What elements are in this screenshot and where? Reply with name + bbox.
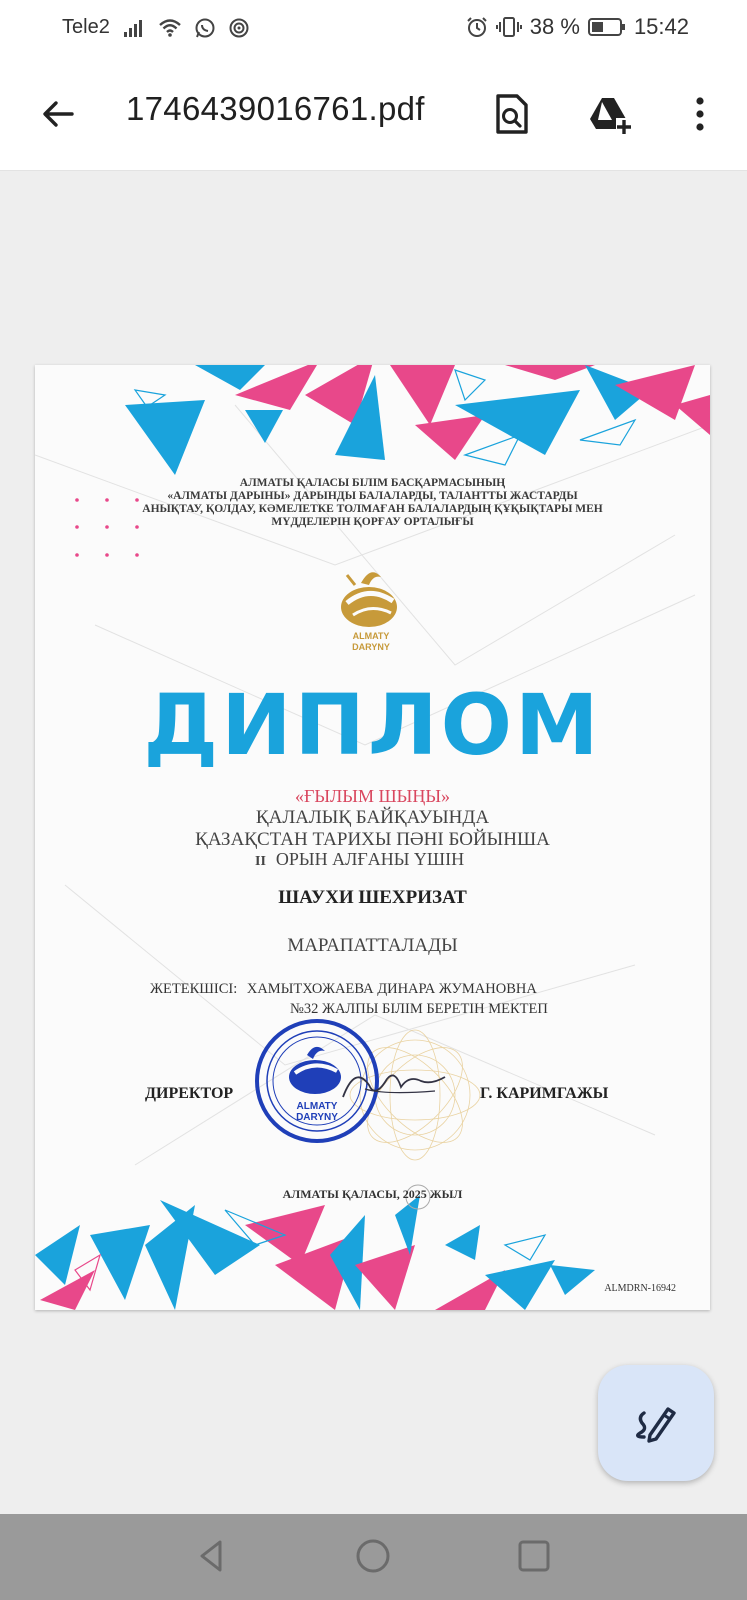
clock: 15:42 (633, 14, 689, 39)
competition-name: «ҒЫЛЫМ ШЫҢЫ» (294, 786, 451, 806)
org-line: АНЫҚТАУ, ҚОЛДАУ, КӘМЕЛЕТКЕ ТОЛМАҒАН БАЛАЛАРДЫҢ ҚҰҚЫҚТАРЫ МЕН (142, 503, 603, 515)
supervisor-label: ЖЕТЕКШІСІ: (150, 981, 238, 997)
awarded-text: МАРАПАТТАЛАДЫ (287, 935, 458, 956)
signal-icon (122, 18, 146, 38)
diploma-heading: ДИПЛОМ (143, 676, 602, 774)
city-year: АЛМАТЫ ҚАЛАСЫ, 2025 ЖЫЛ (282, 1187, 463, 1201)
nav-recents-icon[interactable] (512, 1534, 556, 1578)
hotspot-icon (228, 17, 250, 39)
director-label: ДИРЕКТОР (145, 1085, 234, 1102)
battery-percent: 38 % (529, 14, 580, 39)
vibrate-icon (496, 16, 522, 38)
stamp-text-2: DARYNY (296, 1112, 338, 1123)
nav-back-icon[interactable] (190, 1534, 234, 1578)
director-signature (335, 1055, 455, 1115)
edit-draw-icon (598, 1365, 714, 1481)
annotate-button[interactable] (598, 1365, 714, 1481)
carrier-label: Tele2 (62, 16, 110, 38)
search-document-icon[interactable] (490, 92, 534, 136)
org-line: МҮДДЕЛЕРІН ҚОРҒАУ ОРТАЛЫҒЫ (271, 516, 474, 528)
document-id: ALMDRN-16942 (604, 1283, 676, 1294)
org-line: АЛМАТЫ ҚАЛАСЫ БІЛІМ БАСҚАРМАСЫНЫҢ (239, 477, 506, 489)
status-bar (0, 0, 747, 58)
competition-block (35, 785, 710, 851)
director-name: Г. КАРИМГАЖЫ (480, 1085, 609, 1102)
battery-icon (588, 17, 626, 37)
system-nav-bar (0, 1514, 747, 1600)
wifi-icon (158, 18, 182, 38)
almaty-daryny-logo (323, 555, 419, 655)
winner-name: ШАУХИ ШЕХРИЗАТ (278, 887, 467, 908)
logo-text-2: DARYNY (352, 642, 390, 652)
organization-header (75, 477, 670, 529)
supervisor-name: ХАМЫТХОЖАЕВА ДИНАРА ЖУМАНОВНА (246, 981, 537, 997)
school-name: №32 ЖАЛПЫ БІЛІМ БЕРЕТІН МЕКТЕП (290, 1001, 548, 1017)
back-arrow-icon[interactable] (38, 94, 78, 134)
add-to-drive-icon[interactable] (588, 92, 632, 136)
place-text: ОРЫН АЛҒАНЫ ҮШІН (275, 849, 465, 869)
nav-home-icon[interactable] (351, 1534, 395, 1578)
app-bar (0, 58, 747, 171)
place-number: II (255, 854, 266, 869)
file-title: 1746439016761.pdf (126, 90, 425, 127)
more-vert-icon[interactable] (678, 92, 722, 136)
supervisor-line (150, 981, 543, 998)
competition-line-1: ҚАЛАЛЫҚ БАЙҚАУЫНДА (255, 807, 490, 828)
competition-line-2: ҚАЗАҚСТАН ТАРИХЫ ПӘНІ БОЙЫНША (195, 829, 550, 850)
alarm-icon (466, 16, 488, 38)
logo-text-1: ALMATY (352, 631, 390, 641)
pdf-page (35, 365, 710, 1310)
place-line (255, 849, 464, 870)
pdf-viewer[interactable] (0, 171, 747, 1514)
stamp-text-1: ALMATY (296, 1101, 338, 1112)
org-line: «АЛМАТЫ ДАРЫНЫ» ДАРЫНДЫ БАЛАЛАРДЫ, ТАЛАНТТЫ ЖАСТАРДЫ (167, 490, 578, 502)
whatsapp-icon (194, 17, 216, 39)
